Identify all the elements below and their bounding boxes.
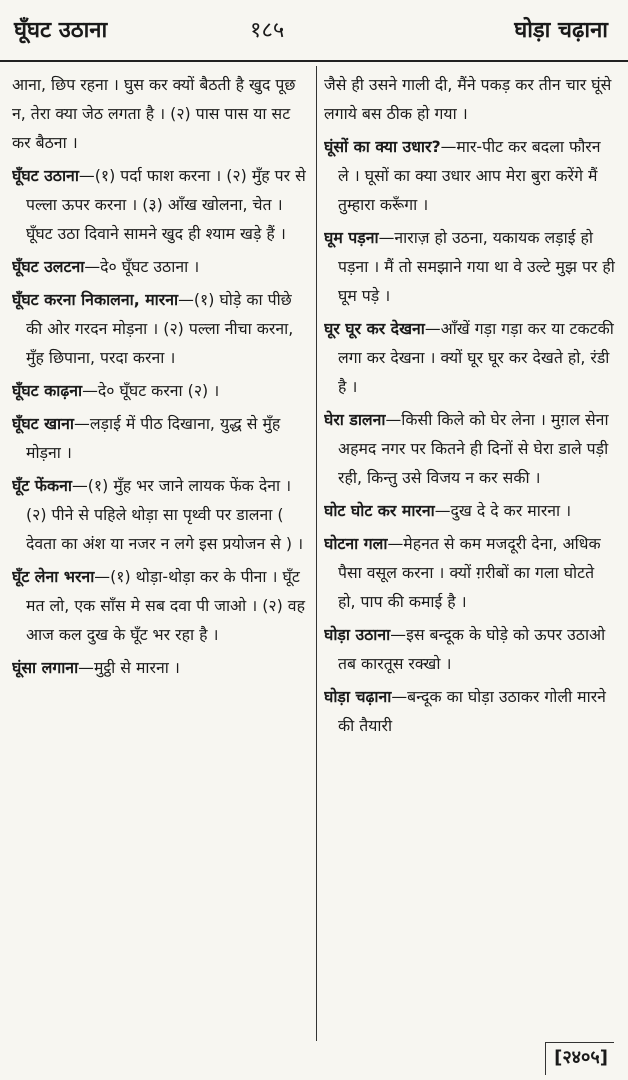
dictionary-entry [12,409,312,467]
entry-term: घूँट फेंकना [12,476,72,495]
entry-term: घूंसा लगाना [12,658,79,677]
entry-term: घूँघट खाना [12,414,75,433]
entry-definition: जैसे ही उसने गाली दी, मैंने पकड़ कर तीन चार घूंसे लगाये बस ठीक हो गया । [324,75,612,123]
entry-term: घूंसों का क्या उधार? [324,137,441,156]
entry-term: घोटना गला [324,534,388,553]
entry-definition: —दुख दे दे कर मारना । [434,501,572,520]
entry-term: घूँघट करना निकालना, मारना [12,290,179,309]
entry-term: घूँघट उलटना [12,257,85,276]
dictionary-entry [12,285,312,372]
dictionary-entry [12,161,312,248]
dictionary-entry [324,496,616,525]
entry-term: घूँघट उठाना [12,166,79,185]
right-column [324,70,616,1045]
entry-definition: —नाराज़ हो उठना, यकायक लड़ाई हो पड़ना । मैं तो समझाने गया था वे उल्टे मुझ पर ही घूम पड़े । [338,228,615,305]
entry-definition: —(१) मुँह भर जाने लायक फेंक देना । (२) पीने से पहिले थोड़ा सा पृथ्वी पर डालना ( देवता का अंश या नजर न लगे इस प्रयोजन से ) । [26,476,304,553]
dictionary-entry [324,405,616,492]
entry-term: घेरा डालना [324,410,386,429]
header-left-guide-word: घूँघट उठाना [14,18,108,43]
dictionary-entry [324,529,616,616]
dictionary-entry [324,682,616,740]
entry-term: घोड़ा उठाना [324,625,391,644]
entry-definition: —दे० घूँघट करना (२) । [82,381,220,400]
dictionary-entry [12,471,312,558]
left-column [12,70,312,1045]
entry-term: घोड़ा चढ़ाना [324,687,392,706]
entry-definition: —आँखें गड़ा गड़ा कर या टकटकी लगा कर देखना । क्यों घूर घूर कर देखते हो, रंडी है । [338,319,614,396]
entry-definition: —बन्दूक का घोड़ा उठाकर गोली मारने की तैयारी [338,687,606,735]
entry-term: घूँट लेना भरना [12,567,95,586]
page-header [0,0,628,62]
dictionary-entry [12,562,312,649]
dictionary-entry [324,132,616,219]
dictionary-entry [324,223,616,310]
header-right-guide-word: घोड़ा चढ़ाना [514,18,608,43]
entry-definition: —मेहनत से कम मजदूरी देना, अधिक पैसा वसूल करना । क्यों ग़रीबों का गला घोटते हो, पाप की कमाई है । [338,534,601,611]
dictionary-entry [12,70,312,157]
entry-definition: —(१) घोड़े का पीछे की ओर गरदन मोड़ना । (२) पल्ला नीचा करना, मुँह छिपाना, परदा करना । [26,290,294,367]
entry-term: घोट घोट कर मारना [324,501,435,520]
entry-term: घूर घूर कर देखना [324,319,425,338]
entry-definition: —इस बन्दूक के घोड़े को ऊपर उठाओ तब कारतूस रक्खो । [338,625,606,673]
column-divider [316,66,317,1041]
dictionary-entry [324,620,616,678]
dictionary-entry [12,252,312,281]
entry-definition: —मार-पीट कर बदला फौरन ले । घूसों का क्या उधार आप मेरा बुरा करेंगे मैं तुम्हारा करूँगा । [338,137,601,214]
page-code: [२४०५] [545,1042,614,1075]
entry-term: घूम पड़ना [324,228,379,247]
entry-definition: —किसी किले को घेर लेना । मुग़ल सेना अहमद नगर पर कितने ही दिनों से घेरा डाले पड़ी रही, किन्तु उसे विजय न कर सकी । [338,410,609,487]
entry-term: घूँघट काढ़ना [12,381,83,400]
entry-definition: —लड़ाई में पीठ दिखाना, युद्ध से मुँह मोड़ना । [26,414,281,462]
entry-definition: —मुट्ठी से मारना । [78,658,180,677]
entry-definition: —(१) थोड़ा-थोड़ा कर के पीना । घूँट मत लो, एक साँस मे सब दवा पी जाओ । (२) वह आज कल दुख के घूँट भर रहा है । [26,567,305,644]
entry-definition: —(१) पर्दा फाश करना । (२) मुँह पर से पल्ला ऊपर करना । (३) आँख खोलना, चेत । घूँघट उठा दिवाने सामने खुद ही श्याम खड़े हैं । [26,166,306,243]
page-number: १८५ [250,18,285,43]
dictionary-entry [324,70,616,128]
dictionary-entry [12,376,312,405]
dictionary-entry [324,314,616,401]
entry-definition: आना, छिप रहना । घुस कर क्यों बैठती है खुद पूछ न, तेरा क्या जेठ लगता है । (२) पास पास या सट कर बैठना । [12,75,296,152]
dictionary-entry [12,653,312,682]
entry-definition: —दे० घूँघट उठाना । [84,257,200,276]
